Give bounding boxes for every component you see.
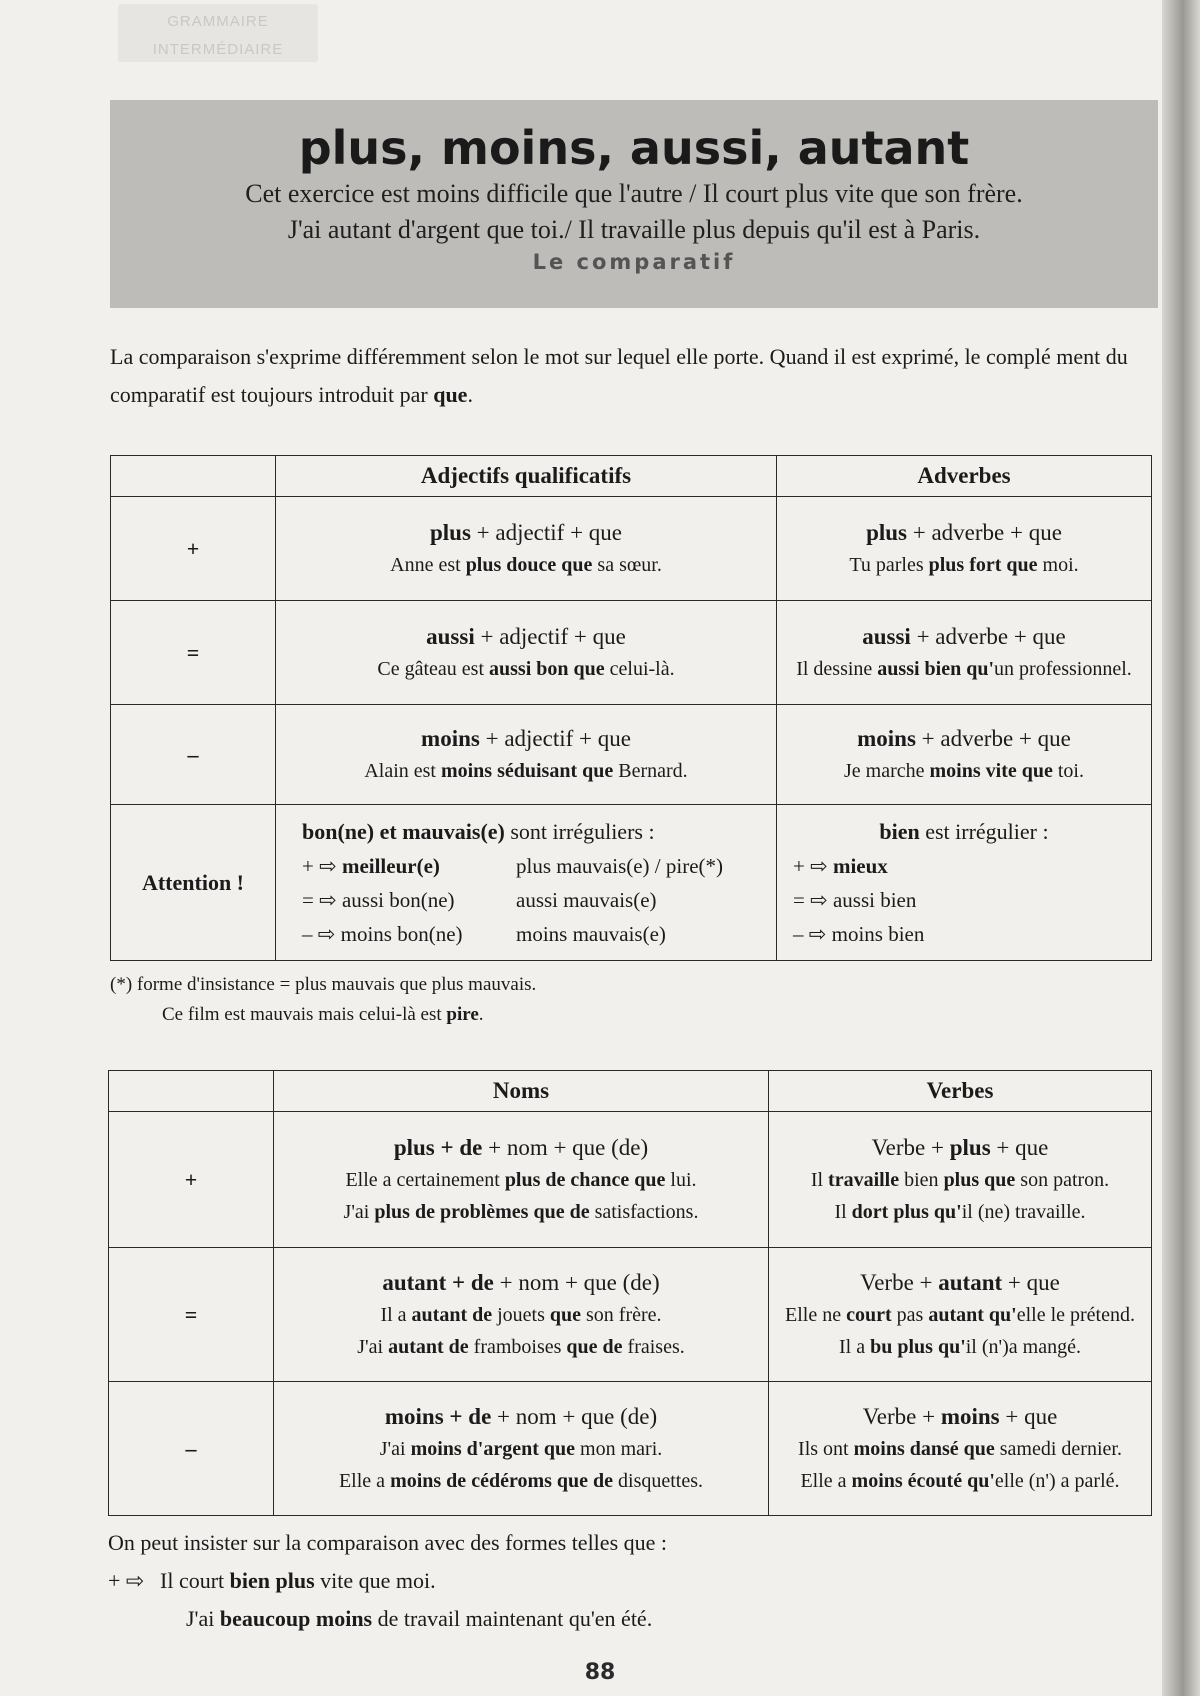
row-sign: = bbox=[109, 1248, 274, 1382]
table-row bbox=[109, 1112, 1152, 1248]
table2-header-nouns: Noms bbox=[274, 1071, 769, 1112]
verb-cell: Verbe + plus + que Il travaille bien plus que son patron. Il dort plus qu'il (ne) travaille. bbox=[769, 1112, 1152, 1248]
insistence-example-1: + ⇨ Il court bien plus vite que moi. bbox=[108, 1562, 667, 1600]
row-sign: = bbox=[111, 601, 276, 705]
insistence-intro: On peut insister sur la comparaison avec des formes telles que : bbox=[108, 1530, 668, 1555]
page-title: plus, moins, aussi, autant bbox=[298, 121, 970, 175]
table-row bbox=[111, 705, 1152, 805]
irregular-form-item: aussi mauvais(e) bbox=[516, 887, 657, 912]
table-row bbox=[109, 1248, 1152, 1382]
adjective-irregular-list bbox=[302, 849, 776, 951]
table2-corner bbox=[109, 1071, 274, 1112]
table1-corner bbox=[111, 456, 276, 497]
row-sign: + bbox=[111, 497, 276, 601]
irregular-form-item: = ⇨ aussi bien bbox=[793, 887, 917, 912]
page-number: 88 bbox=[584, 1660, 616, 1685]
noun-cell: autant + de + nom + que (de) Il a autant de jouets que son frère. J'ai autant de framboises que de fraises. bbox=[274, 1248, 769, 1382]
irregular-form-item: = ⇨ aussi bon(ne) bbox=[302, 887, 455, 912]
adjective-cell: plus + adjectif + que Anne est plus douce que sa sœur. bbox=[276, 497, 777, 601]
irregular-form-item: + ⇨ meilleur(e) bbox=[302, 853, 440, 878]
verb-cell: Verbe + moins + que Ils ont moins dansé que samedi dernier. Elle a moins écouté qu'elle (n') a parlé. bbox=[769, 1382, 1152, 1516]
intro-paragraph: La comparaison s'exprime différemment selon le mot sur lequel elle porte. Quand il est exprimé, le complé ment du comparatif est toujours introduit par que. bbox=[110, 344, 1128, 407]
row-sign: – bbox=[111, 705, 276, 805]
logo-line-2: INTERMÉDIAIRE bbox=[152, 41, 284, 58]
page-edge-shadow bbox=[1162, 0, 1200, 1696]
footnote-line-2: Ce film est mauvais mais celui-là est pire. bbox=[162, 1004, 484, 1025]
row-sign: – bbox=[109, 1382, 274, 1516]
irregular-form-item: – ⇨ moins bien bbox=[793, 921, 925, 946]
insistence-section bbox=[108, 1524, 667, 1638]
adjective-cell: aussi + adjectif + que Ce gâteau est aussi bon que celui-là. bbox=[276, 601, 777, 705]
section-subtitle: Le comparatif bbox=[532, 250, 736, 274]
irregular-form-item: – ⇨ moins bon(ne) bbox=[302, 921, 463, 946]
adverb-irregular-list bbox=[793, 849, 1151, 951]
adverb-cell: moins + adverbe + que Je marche moins vite que toi. bbox=[777, 705, 1152, 805]
adjective-irregular-cell: bon(ne) et mauvais(e) sont irréguliers : + ⇨ meilleur(e) plus mauvais(e) / pire(*) = ⇨ aussi bon(ne) aussi mauvais(e) – ⇨ moins bon(ne) moins mauvais(e) bbox=[276, 805, 777, 961]
adverb-irregular-cell: bien est irrégulier : + ⇨ mieux = ⇨ aussi bien – ⇨ moins bien bbox=[777, 805, 1152, 961]
irregular-form-item: + ⇨ mieux bbox=[793, 853, 888, 878]
table-row-attention bbox=[111, 805, 1152, 961]
table-row bbox=[111, 601, 1152, 705]
footnote bbox=[110, 970, 536, 1030]
adverb-cell: plus + adverbe + que Tu parles plus fort que moi. bbox=[777, 497, 1152, 601]
irregular-form-item: plus mauvais(e) / pire(*) bbox=[516, 853, 724, 878]
noun-cell: plus + de + nom + que (de) Elle a certainement plus de chance que lui. J'ai plus de problèmes que de satisfactions. bbox=[274, 1112, 769, 1248]
comparative-table-adjectives-adverbs bbox=[110, 455, 1152, 961]
adverb-cell: aussi + adverbe + que Il dessine aussi bien qu'un professionnel. bbox=[777, 601, 1152, 705]
header-example-2: J'ai autant d'argent que toi./ Il travaille plus depuis qu'il est à Paris. bbox=[287, 215, 981, 244]
row-sign: + bbox=[109, 1112, 274, 1248]
noun-cell: moins + de + nom + que (de) J'ai moins d'argent que mon mari. Elle a moins de cédéroms que de disquettes. bbox=[274, 1382, 769, 1516]
table1-header-adverbs: Adverbes bbox=[777, 456, 1152, 497]
corner-logo bbox=[118, 4, 318, 62]
header-example-1: Cet exercice est moins difficile que l'autre / Il court plus vite que son frère. bbox=[245, 179, 1023, 208]
table2-header-verbs: Verbes bbox=[769, 1071, 1152, 1112]
footnote-line-1: (*) forme d'insistance = plus mauvais que plus mauvais. bbox=[110, 974, 537, 995]
comparative-table-nouns-verbs bbox=[108, 1070, 1152, 1516]
logo-line-1: GRAMMAIRE bbox=[167, 13, 269, 30]
table-row bbox=[111, 497, 1152, 601]
table-row bbox=[109, 1382, 1152, 1516]
table1-header-adjectives: Adjectifs qualificatifs bbox=[276, 456, 777, 497]
header-box bbox=[110, 100, 1158, 308]
plus-arrow-icon: + ⇨ bbox=[108, 1568, 145, 1593]
irregular-form-item: moins mauvais(e) bbox=[516, 921, 666, 946]
insistence-example-2: J'ai beaucoup moins de travail maintenant qu'en été. bbox=[186, 1606, 653, 1631]
attention-label: Attention ! bbox=[111, 805, 276, 961]
verb-cell: Verbe + autant + que Elle ne court pas autant qu'elle le prétend. Il a bu plus qu'il (n')a mangé. bbox=[769, 1248, 1152, 1382]
adjective-cell: moins + adjectif + que Alain est moins séduisant que Bernard. bbox=[276, 705, 777, 805]
